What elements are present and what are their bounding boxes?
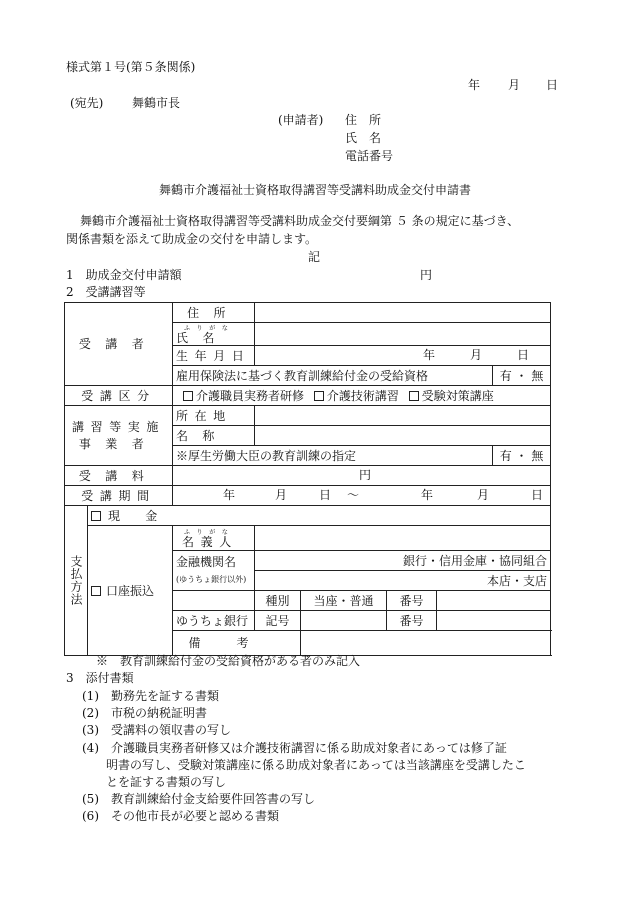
account-kind-options[interactable]: 当座・普通	[301, 591, 387, 611]
yucho-number-field[interactable]	[437, 611, 551, 631]
remarks-field[interactable]	[301, 631, 551, 656]
provider-header	[65, 406, 173, 466]
payment-method-header	[65, 506, 88, 656]
footnote: ※ 教育訓練給付金の受給資格がある者のみ記入	[96, 654, 361, 668]
checkbox-bank-transfer[interactable]	[91, 586, 101, 596]
checkbox-exam-prep-course[interactable]	[409, 391, 419, 401]
yucho-symbol-field[interactable]	[301, 611, 387, 631]
item3-label: 3 添付書類	[66, 671, 134, 685]
course-type-header: 受講区分	[65, 386, 173, 406]
provider-name-label: 名称	[173, 426, 255, 446]
course-type-options	[173, 386, 551, 406]
attachment-item: (3) 受講料の領収書の写し	[82, 723, 231, 738]
attachment-list	[82, 688, 526, 826]
period-tilde: ～	[347, 488, 360, 502]
date-month-label: 月	[508, 78, 521, 92]
period-end-year: 年	[421, 488, 434, 502]
intro-text-line2: 関係書類を添えて助成金の交付を申請します。	[66, 232, 318, 246]
attachment-item: (1) 勤務先を証する書類	[82, 689, 219, 703]
provider-location-label: 所在地	[173, 406, 255, 426]
trainee-header: 受講者	[65, 303, 173, 386]
account-kind-label: 種別	[255, 591, 301, 611]
attachment-item: (4) 介護職員実務者研修又は介護技術講習に係る助成対象者にあっては修了証	[82, 740, 507, 755]
period-header: 受講期間	[65, 486, 173, 506]
yucho-symbol-label: 記号	[255, 611, 301, 631]
account-number-field[interactable]	[437, 591, 551, 611]
option-care-skills-course: 介護技術講習	[326, 388, 399, 403]
bank-name-note: (ゆうちょ銀行以外)	[176, 574, 247, 584]
trainee-name-field[interactable]	[255, 323, 551, 346]
period-end-month: 月	[477, 488, 490, 502]
yucho-number-label: 番号	[387, 611, 437, 631]
option-practitioner-training: 介護職員実務者研修	[196, 388, 305, 403]
bank-type-field[interactable]: 銀行・信用金庫・協同組合	[255, 551, 551, 571]
trainee-name-label-cell	[173, 323, 255, 346]
intro-text-line1: 舞鶴市介護福祉士資格取得講習等受講料助成金交付要綱第 ５ 条の規定に基づき、	[80, 214, 520, 228]
addressee-label: (宛先)	[70, 96, 104, 110]
attachment-item: (2) 市税の納税証明書	[82, 706, 207, 721]
fee-header: 受講料	[65, 466, 173, 486]
fee-yen-unit: 円	[359, 468, 372, 482]
bank-name-label-cell	[173, 551, 255, 591]
trainee-name-label: 氏名	[176, 330, 229, 345]
provider-location-field[interactable]	[255, 406, 551, 426]
attachment-item-continued: 明書の写し、受験対策講座に係る助成対象者にあっては当該講座を受講したこ	[106, 757, 526, 772]
period-start-month: 月	[275, 488, 288, 502]
birth-year-label: 年	[423, 348, 436, 362]
furigana-label: ふりがな	[184, 324, 235, 332]
payment-cash-row	[88, 506, 551, 526]
provider-header-line2: 事業者	[78, 436, 159, 451]
date-day-label: 日	[546, 78, 559, 92]
account-holder-label-cell	[173, 526, 255, 551]
designation-yes-no[interactable]: 有 ・ 無	[493, 446, 551, 466]
checkbox-care-skills-course[interactable]	[314, 391, 324, 401]
insurance-eligibility-label: 雇用保険法に基づく教育訓練給付金の受給資格	[173, 366, 493, 386]
trainee-address-label: 住所	[173, 303, 255, 323]
period-start-year: 年	[223, 488, 236, 502]
provider-header-line1: 講習等実施	[72, 419, 166, 434]
bank-name-label: 金融機関名	[176, 554, 237, 569]
addressee: 舞鶴市長	[132, 96, 181, 110]
attachment-item-continued: とを証する書類の写し	[106, 775, 227, 790]
document-title: 舞鶴市介護福祉士資格取得講習等受講料助成金交付申請書	[158, 183, 471, 197]
insurance-yes-no[interactable]: 有 ・ 無	[493, 366, 551, 386]
checkbox-practitioner-training[interactable]	[183, 391, 193, 401]
checkbox-cash[interactable]	[91, 511, 101, 521]
account-holder-field[interactable]	[255, 526, 551, 551]
payment-cash-label: 現 金	[108, 508, 164, 523]
provider-name-field[interactable]	[255, 426, 551, 446]
birthdate-field[interactable]	[255, 346, 551, 366]
holder-furigana: ふりがな	[184, 528, 235, 536]
item2-label: 2 受講講習等	[66, 285, 146, 299]
payment-method-label: 支払方法	[69, 555, 83, 606]
form-number: 様式第１号(第５条関係)	[66, 60, 196, 74]
date-year-label: 年	[468, 78, 481, 92]
remarks-header: 備考	[173, 631, 301, 656]
birth-month-label: 月	[470, 348, 483, 362]
period-end-day: 日	[531, 488, 544, 502]
birth-day-label: 日	[517, 348, 530, 362]
applicant-phone-label: 電話番号	[345, 149, 394, 163]
designation-label: ※厚生労働大臣の教育訓練の指定	[173, 446, 493, 466]
yucho-label: ゆうちょ銀行	[173, 611, 255, 631]
course-application-table	[64, 302, 551, 656]
fee-field[interactable]	[173, 466, 551, 486]
applicant-address-label: 住 所	[345, 113, 382, 127]
applicant-name-label: 氏 名	[345, 131, 382, 145]
attachment-item: (6) その他市長が必要と認める書類	[82, 809, 279, 824]
payment-transfer-cell	[88, 526, 173, 656]
branch-field[interactable]: 本店・支店	[255, 571, 551, 591]
item1-yen-unit: 円	[420, 268, 433, 282]
ki-mark: 記	[308, 250, 321, 264]
item1-label: 1 助成金交付申請額	[66, 268, 182, 282]
account-number-label: 番号	[387, 591, 437, 611]
option-exam-prep-course: 受験対策講座	[421, 388, 494, 403]
period-field[interactable]	[173, 486, 551, 506]
account-holder-label: 名義人	[182, 534, 238, 549]
trainee-address-field[interactable]	[255, 303, 551, 323]
attachment-item: (5) 教育訓練給付金支給要件回答書の写し	[82, 792, 315, 807]
period-start-day: 日	[319, 488, 332, 502]
bank-blank-cell	[173, 591, 255, 611]
payment-transfer-label: 口座振込	[106, 583, 155, 598]
birthdate-label: 生年月日	[173, 346, 255, 366]
applicant-label: (申請者)	[278, 113, 324, 127]
